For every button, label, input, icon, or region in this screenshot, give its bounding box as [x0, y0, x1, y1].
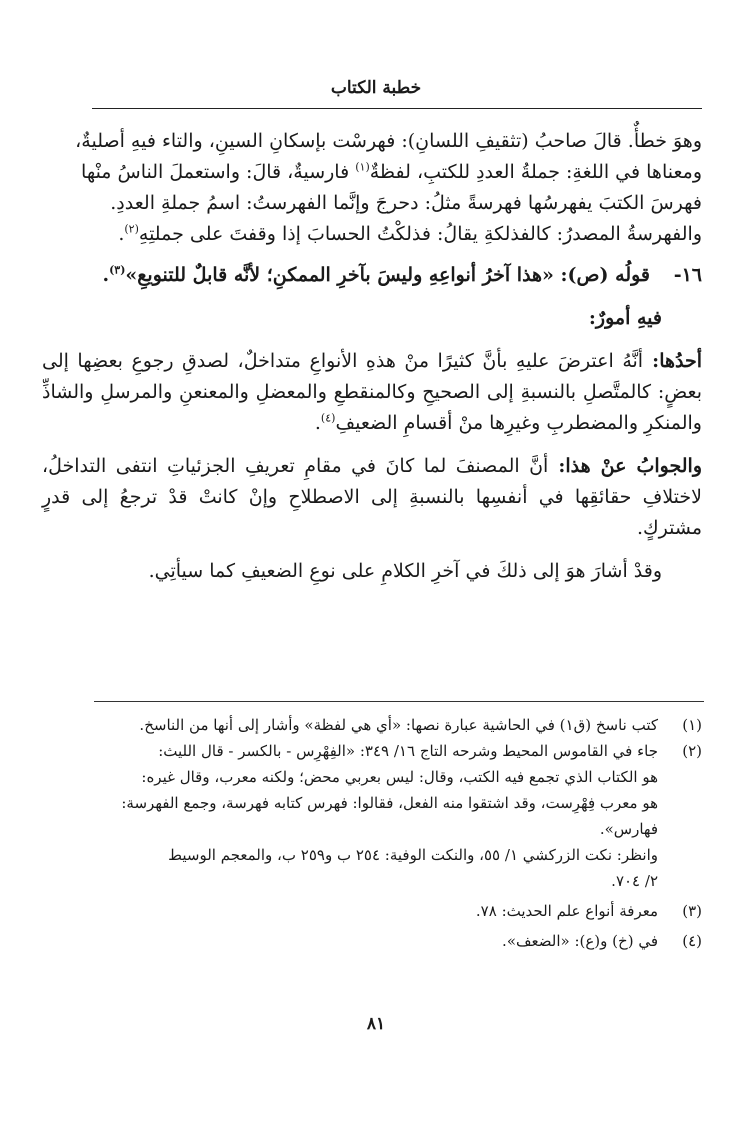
footnote-number: (٣): [682, 902, 702, 920]
paragraph-definition: [42, 126, 702, 250]
running-header: خطبة الكتاب: [330, 78, 422, 98]
footnote-ref-1[interactable]: (١): [355, 160, 370, 174]
footnote-ref-2[interactable]: (٢): [124, 222, 139, 236]
footnote-3: [42, 898, 702, 924]
footnote-4: [42, 928, 702, 954]
paragraph-note: وقدْ أشارَ هوَ إلى ذلكَ في آخرِ الكلامِ على نوعِ الضعيفِ كما سيأتِي.: [148, 560, 662, 582]
line: والفهرسةُ المصدرُ: كالفذلكةِ يقالُ: فذلكْتُ الحسابَ إذا وقفتَ على جملتِهِ: [138, 223, 702, 245]
footnote-text: في (خ) و(ع): «الضعف».: [502, 932, 658, 950]
item-quote: قولُه (ص): «هذا آخرُ أنواعِهِ وليسَ بآخرِ الممكنِ؛ لأنَّه قابلٌ للتنويعِ»: [125, 264, 650, 286]
footnote-text: كتب ناسخ (ق١) في الحاشية عبارة نصها: «أي هي لفظة» وأشار إلى أنها من الناسخ.: [139, 716, 658, 734]
page-number: ٨١: [366, 1014, 386, 1034]
footnote-text: معرفة أنواع علم الحديث: ٧٨.: [475, 902, 658, 920]
line: ومعناها في اللغةِ: جملةُ العددِ للكتبِ، لفظةٌ: [369, 161, 702, 183]
line: .: [118, 223, 125, 245]
header-rule: [92, 108, 702, 109]
line: فهرسَ الكتبَ يفهرسُها فهرسةً مثلُ: دحرجَ وإنَّما الفهرستُ: اسمُ جملةِ العددِ.: [110, 192, 702, 214]
paragraph-answer: [42, 451, 702, 544]
footnote-ref-4[interactable]: (٤): [320, 411, 336, 425]
line: فارسيةٌ، قالَ: واستعملَ الناسُ منْها: [81, 161, 356, 183]
footnote-number: (٢): [682, 742, 702, 760]
footnote-1: [42, 712, 702, 738]
answer-text: أنَّ المصنفَ لما كانَ في مقامِ تعريفِ الجزئياتِ انتفى التداخلُ، لاختلافِ حقائقِها في أنفسِها بالنسبةِ إلى الاصطلاحِ وإنْ كانتْ قدْ ترجعُ إلى قدرٍ مشتركٍ.: [42, 455, 702, 539]
footnote-text: جاء في القاموس المحيط وشرحه التاج ١٦/ ٣٤٩: «الفِهْرِس - بالكسر - قال الليث: هو الكتاب الذي تجمع فيه الكتب، وقال: ليس بعربي محض؛ ولكنه معرب، وقال غيره: هو معرب فِهْرِست، وقد اشتقوا منه الفعل، فقالوا: فهرس كتابه فهرسة، وجمع الفهرسة: فهارس». وانظر: نكت الزركشي ١/ ٥٥، والنكت الوفية: ٢٥٤ ب و٢٥٩ ب، والمعجم الوسيط ٢/ ٧٠٤.: [121, 742, 658, 890]
footnote-rule: [94, 701, 704, 702]
footnotes: [42, 712, 702, 954]
footnote-number: (١): [682, 716, 702, 734]
item-number: ١٦-: [673, 264, 702, 286]
objection-lead: أحدُها:: [643, 350, 703, 372]
item-heading: ١٦-قولُه (ص): «هذا آخرُ أنواعِهِ وليسَ بآخرِ الممكنِ؛ لأنَّه قابلٌ للتنويعِ»$^{(٣)}$.: [42, 260, 702, 291]
paragraph-objection: أحدُها: أنَّهُ اعترضَ عليهِ بأنَّ كثيرًا منْ هذهِ الأنواعِ متداخلٌ، لصدقِ رجوعِ بعضِها إلى بعضٍ: كالمتَّصلِ بالنسبةِ إلى الصحيحِ وكالمنقطعِ والمعضلِ والمعنعنِ والمرسلِ والشاذِّ والمنكرِ والمضطربِ وغيرِها منْ أقسامِ الضعيفِ$^{(٤)}$.: [42, 350, 703, 434]
objection-text: أنَّهُ اعترضَ عليهِ بأنَّ كثيرًا منْ هذهِ الأنواعِ متداخلٌ، لصدقِ رجوعِ بعضِها إلى بعضٍ: كالمتَّصلِ بالنسبةِ إلى الصحيحِ وكالمنقطعِ والمعضلِ والمعنعنِ والمرسلِ والشاذِّ والمنكرِ والمضطربِ وغيرِها منْ أقسامِ الضعيفِ: [42, 350, 702, 434]
footnote-2: [42, 738, 702, 894]
footnote-ref-3[interactable]: (٣): [109, 263, 126, 277]
footnote-number: (٤): [682, 932, 702, 950]
matters-intro: فيهِ أمورٌ:: [588, 307, 662, 329]
main-text: [42, 126, 702, 599]
answer-lead: والجوابُ عنْ هذا:: [548, 455, 703, 477]
line: وهوَ خطأٌ. قالَ صاحبُ (تثقيفِ اللسانِ): فهرسْت بإسكانِ السينِ، والتاء فيهِ أصليةٌ،: [75, 130, 702, 152]
